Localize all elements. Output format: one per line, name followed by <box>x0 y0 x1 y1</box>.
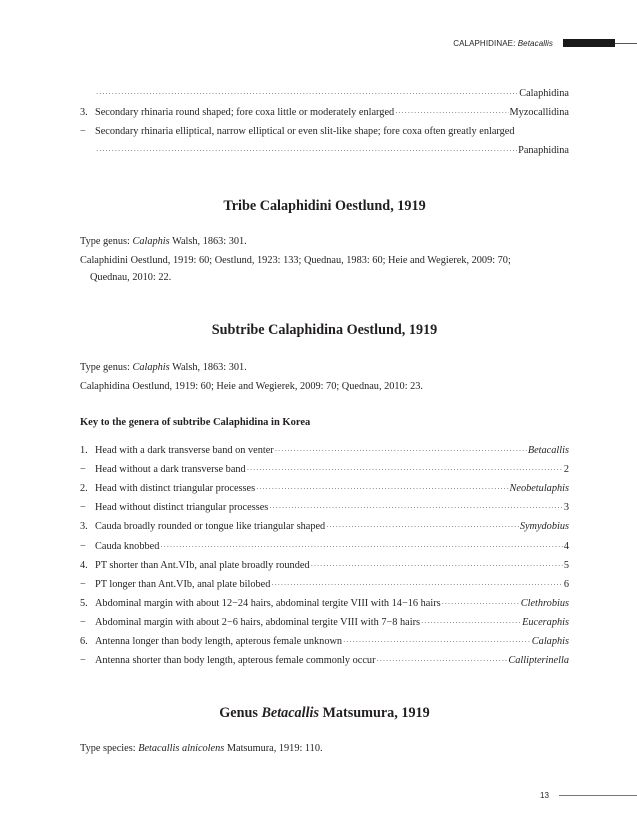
key-number: 4. <box>80 559 88 571</box>
key-description: PT shorter than Ant.VIb, anal plate broadly rounded <box>95 559 310 571</box>
leader-dots <box>275 447 527 455</box>
key-row <box>80 655 569 669</box>
key-result: Panaphidina <box>518 145 569 156</box>
leader-dots <box>343 638 531 646</box>
key-result: Euceraphis <box>522 616 569 628</box>
running-header <box>453 38 637 48</box>
header-bar <box>563 39 615 47</box>
leader-dots <box>326 523 519 531</box>
running-header-text: CALAPHIDINAE: Betacallis <box>453 38 553 48</box>
leader-dots <box>395 109 508 117</box>
key-result: Clethrobius <box>520 597 569 609</box>
key-row <box>80 88 569 102</box>
key-result: Calaphidina <box>519 88 569 99</box>
leader-dots <box>421 619 521 627</box>
key-row <box>80 598 569 612</box>
key-result: Symydobius <box>519 521 569 533</box>
key-row <box>80 464 569 478</box>
key-number: − <box>80 502 86 514</box>
key-row <box>80 502 569 516</box>
footer-rule <box>559 795 637 796</box>
key-description: Antenna shorter than body length, apterous female commonly occur <box>95 655 376 667</box>
key-description: Cauda knobbed <box>95 540 160 552</box>
leader-dots <box>247 466 563 474</box>
leader-dots <box>271 581 562 589</box>
key-result: Myzocallidina <box>509 107 569 118</box>
key-number: − <box>80 616 86 628</box>
genus-heading: Genus Betacallis Matsumura, 1919 <box>219 705 430 721</box>
key-result: 5 <box>563 559 569 571</box>
key-row <box>80 445 569 459</box>
genus-type-species: Type species: Betacallis alnicolens Matsumura, 1919: 110. <box>80 743 323 754</box>
key-row <box>80 579 569 593</box>
key-row <box>80 126 569 140</box>
key-result: Betacallis <box>527 445 569 456</box>
key-row <box>80 145 569 159</box>
key-result: 3 <box>563 502 569 514</box>
tribe-synonymy: Calaphidini Oestlund, 1919: 60; Oestlund, 1923: 133; Quednau, 1983: 60; Heie and Wegierek, 2009: 70; Quednau, 2010: 22. <box>80 255 511 283</box>
leader-dots <box>96 147 517 155</box>
key-number: 3. <box>80 107 88 118</box>
key-row <box>80 541 569 555</box>
key-result: 6 <box>563 578 569 590</box>
key-description: Head with a dark transverse band on venter <box>95 445 274 456</box>
key-row <box>80 107 569 121</box>
key-title: Key to the genera of subtribe Calaphidina in Korea <box>80 417 311 428</box>
leader-dots <box>96 90 518 98</box>
page-number: 13 <box>540 791 549 800</box>
key-description: PT longer than Ant.VIb, anal plate bilobed <box>95 578 271 590</box>
key-result: Neobetulaphis <box>509 483 569 495</box>
key-description: Head without a dark transverse band <box>95 464 246 476</box>
key-row <box>80 483 569 497</box>
header-rule <box>615 43 637 44</box>
tribe-type-genus: Type genus: Calaphis Walsh, 1863: 301. <box>80 236 247 247</box>
leader-dots <box>311 562 563 570</box>
key-number: − <box>80 464 86 476</box>
key-result: Callipterinella <box>508 655 569 667</box>
key-description: Abdominal margin with about 12−24 hairs, abdominal tergite VIII with 14−16 hairs <box>95 597 441 609</box>
leader-dots <box>377 657 508 665</box>
leader-dots <box>160 543 563 551</box>
key-number: − <box>80 578 86 590</box>
key-result: 4 <box>563 540 569 552</box>
key-number: − <box>80 655 86 667</box>
key-row <box>80 617 569 631</box>
page-footer <box>540 791 637 800</box>
key-number: − <box>80 540 86 552</box>
key-result: 2 <box>563 464 569 476</box>
key-number: 6. <box>80 636 88 647</box>
tribe-heading: Tribe Calaphidini Oestlund, 1919 <box>223 198 426 214</box>
leader-dots <box>256 485 508 493</box>
leader-dots <box>442 600 520 608</box>
key-description: Antenna longer than body length, apterous female unknown <box>95 636 343 647</box>
key-description: Head with distinct triangular processes <box>95 483 256 495</box>
key-description: Abdominal margin with about 2−6 hairs, abdominal tergite VIII with 7−8 hairs <box>95 616 421 628</box>
subtribe-synonymy: Calaphidina Oestlund, 1919: 60; Heie and Wegierek, 2009: 70; Quednau, 2010: 23. <box>80 381 424 392</box>
key-row <box>80 521 569 535</box>
subtribe-type-genus: Type genus: Calaphis Walsh, 1863: 301. <box>80 362 247 373</box>
key-number: − <box>80 126 86 137</box>
key-number: 2. <box>80 483 88 495</box>
key-result: Calaphis <box>531 636 569 647</box>
key-description: Head without distinct triangular processes <box>95 502 269 514</box>
subtribe-heading: Subtribe Calaphidina Oestlund, 1919 <box>211 322 438 338</box>
key-number: 1. <box>80 445 88 456</box>
key-number: 3. <box>80 521 88 533</box>
key-row <box>80 636 569 650</box>
leader-dots <box>269 504 563 512</box>
key-number: 5. <box>80 597 88 609</box>
key-description: Cauda broadly rounded or tongue like triangular shaped <box>95 521 326 533</box>
key-description: Secondary rhinaria elliptical, narrow elliptical or even slit-like shape; fore coxa often greatly enlarged <box>95 126 515 137</box>
key-description: Secondary rhinaria round shaped; fore coxa little or moderately enlarged <box>95 107 395 118</box>
key-row <box>80 560 569 574</box>
